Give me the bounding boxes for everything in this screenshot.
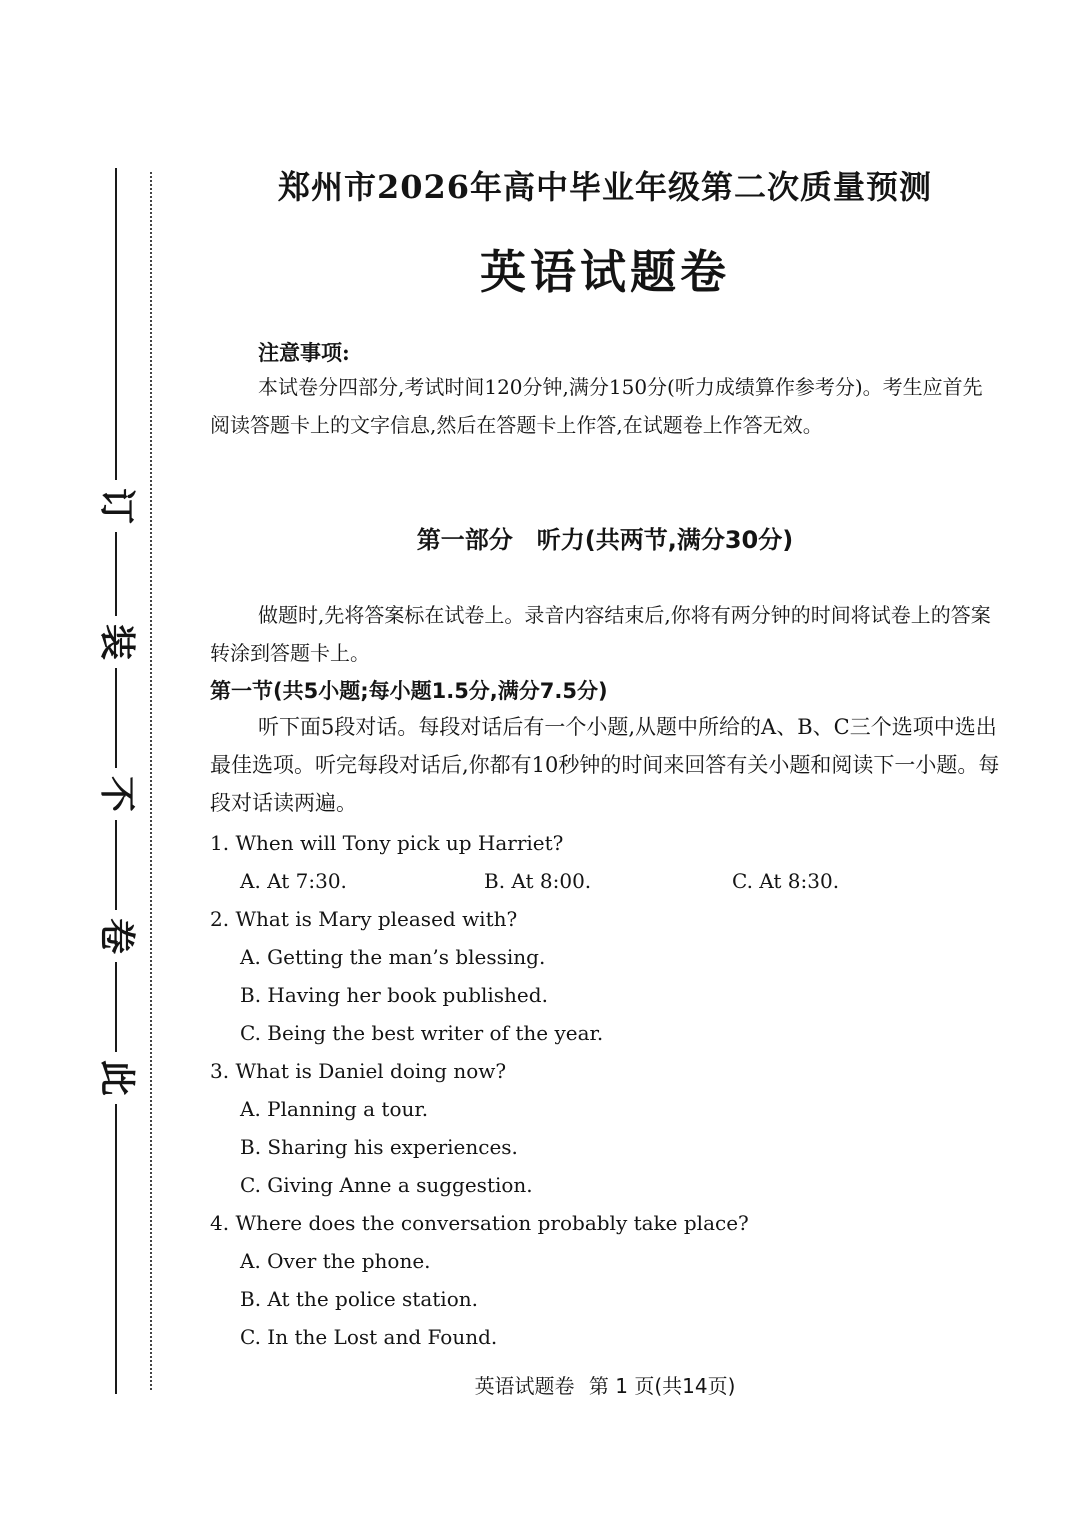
option-3a: A. Planning a tour.: [240, 1097, 429, 1121]
exam-title: 郑州市2026年高中毕业年级第二次质量预测: [277, 168, 933, 206]
option-1c: C. At 8:30.: [732, 869, 840, 893]
question-number: 3.: [210, 1059, 230, 1083]
page-footer: [160, 1370, 1050, 1399]
margin-char-ding: 订: [96, 480, 136, 532]
margin-char-juan: 卷: [96, 910, 136, 962]
question-3: [210, 1052, 506, 1090]
question-text: When will Tony pick up Harriet?: [235, 831, 564, 855]
section-one-heading: 第一节(共5小题;每小题1.5分,满分7.5分): [210, 679, 608, 703]
option-2b: B. Having her book published.: [240, 983, 548, 1007]
section-one-intro: 听下面5段对话。每段对话后有一个小题,从题中所给的A、B、C三个选项中选出最佳选项。听完每段对话后,你都有10秒钟的时间来回答有关小题和阅读下一小题。每段对话读两遍。: [210, 715, 1000, 815]
question-text: Where does the conversation probably take place?: [235, 1211, 749, 1235]
option-3c: C. Giving Anne a suggestion.: [240, 1173, 533, 1197]
option-4a: A. Over the phone.: [240, 1249, 431, 1273]
question-4: [210, 1204, 749, 1242]
question-text: What is Daniel doing now?: [235, 1059, 507, 1083]
option-2a: A. Getting the man’s blessing.: [240, 945, 546, 969]
option-4c: C. In the Lost and Found.: [240, 1325, 498, 1349]
option-1a: A. At 7:30.: [240, 869, 347, 893]
part-one-heading: 第一部分 听力(共两节,满分30分): [416, 526, 794, 554]
footer-subject: 英语试题卷: [474, 1374, 575, 1398]
binding-dotted-line: [150, 172, 152, 1390]
option-1b: B. At 8:00.: [484, 869, 592, 893]
footer-page-number: 第 1 页(共14页): [588, 1374, 736, 1398]
option-3b: B. Sharing his experiences.: [240, 1135, 518, 1159]
margin-char-zhuang: 装: [96, 616, 136, 668]
question-number: 2.: [210, 907, 230, 931]
question-number: 4.: [210, 1211, 230, 1235]
question-number: 1.: [210, 831, 230, 855]
notes-body: 本试卷分四部分,考试时间120分钟,满分150分(听力成绩算作参考分)。考生应首先阅读答题卡上的文字信息,然后在答题卡上作答,在试题卷上作答无效。: [210, 375, 983, 437]
part-one-intro: 做题时,先将答案标在试卷上。录音内容结束后,你将有两分钟的时间将试卷上的答案转涂到答题卡上。: [210, 603, 991, 665]
question-1: [210, 824, 563, 862]
margin-char-ci: 此: [96, 1052, 136, 1104]
option-4b: B. At the police station.: [240, 1287, 478, 1311]
margin-char-bu: 不: [96, 768, 136, 820]
question-2: [210, 900, 517, 938]
notes-heading: 注意事项:: [258, 340, 350, 365]
subject-title: 英语试题卷: [480, 245, 730, 299]
question-text: What is Mary pleased with?: [235, 907, 518, 931]
binding-margin: [70, 168, 160, 1394]
option-2c: C. Being the best writer of the year.: [240, 1021, 604, 1045]
